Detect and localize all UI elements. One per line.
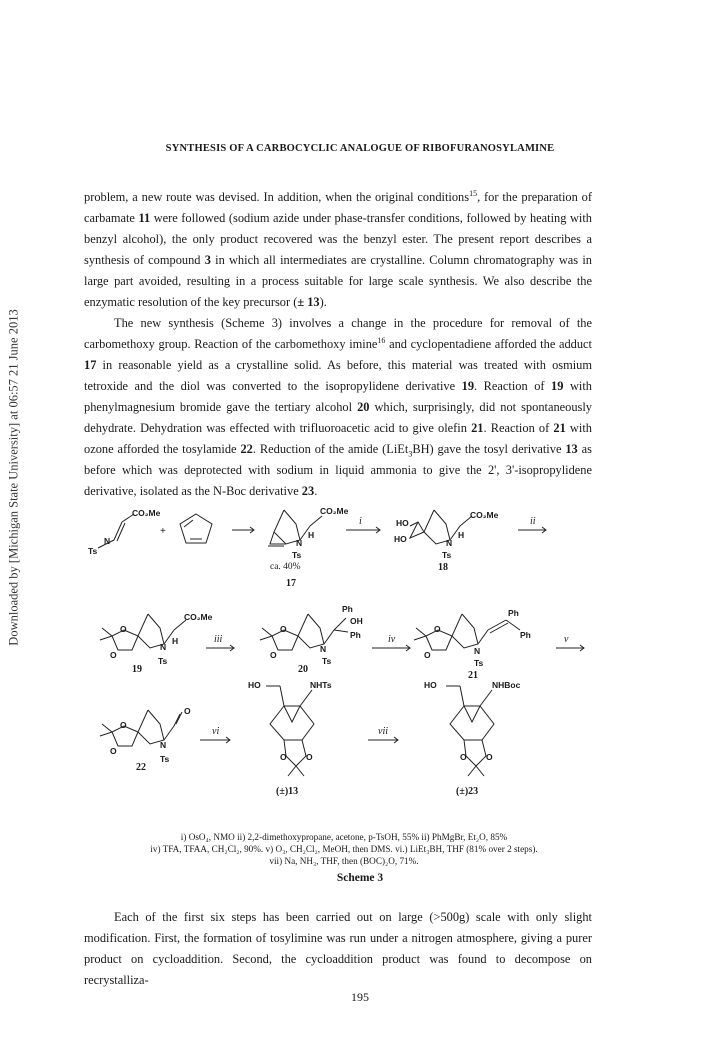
- label-co2me-imine: CO₂Me: [132, 508, 161, 518]
- step-label-iv: iv: [388, 634, 396, 645]
- compound-number-17: 17: [286, 578, 296, 589]
- label-ts-21: Ts: [474, 658, 484, 668]
- label-ph2-20: Ph: [350, 630, 361, 640]
- label-ho-13: HO: [248, 680, 261, 690]
- running-head: SYNTHESIS OF A CARBOCYCLIC ANALOGUE OF RIBOFURANOSYLAMINE: [165, 143, 555, 154]
- compound-13-structure: [266, 686, 314, 776]
- compound-number-18: 18: [438, 562, 448, 573]
- label-ph1-21: Ph: [508, 608, 519, 618]
- label-o2-20: O: [270, 650, 277, 660]
- label-n-19: N: [160, 642, 167, 652]
- download-watermark: Downloaded by [Michigan State University] at 06:57 21 June 2013: [6, 309, 21, 646]
- label-h-17: H: [308, 530, 315, 540]
- label-n-18: N: [446, 538, 453, 548]
- cyclopentadiene-structure: [180, 514, 212, 543]
- yield-17: ca. 40%: [270, 562, 301, 572]
- step-label-ii: ii: [530, 516, 536, 527]
- step-label-i: i: [359, 516, 362, 527]
- step-label-iii: iii: [214, 634, 223, 645]
- label-o1-22: O: [120, 720, 127, 730]
- label-ts-17: Ts: [292, 550, 302, 560]
- label-co2me-18: CO₂Me: [470, 510, 499, 520]
- label-o1-23: O: [460, 752, 467, 762]
- label-o2-13: O: [306, 752, 313, 762]
- label-o2-23: O: [486, 752, 493, 762]
- label-h-19: H: [172, 636, 179, 646]
- label-h-18: H: [458, 530, 465, 540]
- step-label-v: v: [564, 634, 569, 645]
- reaction-scheme: [84, 500, 604, 810]
- step-label-vi: vi: [212, 726, 220, 737]
- compound-number-19: 19: [132, 664, 142, 675]
- label-ph1-20: Ph: [342, 604, 353, 614]
- label-o2-22: O: [110, 746, 117, 756]
- label-ts-19: Ts: [158, 656, 168, 666]
- compound-number-23: (±)23: [456, 786, 479, 797]
- label-co2me-17: CO₂Me: [320, 506, 349, 516]
- label-ts-20: Ts: [322, 656, 332, 666]
- label-plus: +: [160, 526, 166, 537]
- compound-22-structure: [100, 710, 182, 746]
- label-n-20: N: [320, 644, 327, 654]
- scheme-title: Scheme 3: [336, 872, 384, 884]
- label-ts-22: Ts: [160, 754, 170, 764]
- scheme-conditions-line-2: iv) TFA, TFAA, CH₂Cl₂, 90%. v) O₃, CH₂Cl₂, MeOH, then DMS. vi.) LiEt₃BH, THF (81% over 2 steps).: [150, 844, 538, 854]
- compound-number-20: 20: [298, 664, 308, 675]
- label-n-17: N: [296, 538, 303, 548]
- compound-number-21: 21: [468, 670, 478, 681]
- page-number: 195: [351, 990, 369, 1004]
- label-ph2-21: Ph: [520, 630, 531, 640]
- label-o2-21: O: [424, 650, 431, 660]
- label-ho2-18: HO: [394, 534, 407, 544]
- label-o-ketone-22: O: [184, 706, 191, 716]
- label-o2-19: O: [110, 650, 117, 660]
- label-oh-20: OH: [350, 616, 363, 626]
- paragraph-1: problem, a new route was devised. In addition, when the original conditions$^{15}$, for the preparation of carbamate 11 were followed (sodium azide under phase-transfer conditions, followed by heating with benzyl alcohol), the only product recovered was the benzyl ester. The present report describes a synthesis of compound 3 in which all intermediates are crystalline. Column chromatography was in large part avoided, resulting in a process suitable for large scale synthesis. We also describe the enzymatic resolution of the key precursor (± 13).: [84, 188, 593, 309]
- label-o1-21: O: [434, 624, 441, 634]
- compound-17-structure: [268, 510, 322, 546]
- label-ts-imine: Ts: [88, 546, 98, 556]
- paragraph-3: Each of the first six steps has been carried out on large (>500g) scale with only slight modification. First, the formation of tosylimine was run under a nitrogen atmosphere, giving a purer product on cycloaddition. Second, the cycloaddition product was found to decompose on recrystalliza-: [84, 910, 592, 987]
- scheme-conditions-line-3: vii) Na, NH₃, THF, then (BOC)₂O, 71%.: [269, 856, 419, 866]
- compound-21-structure: [414, 614, 520, 650]
- compound-number-22: 22: [136, 762, 146, 773]
- paragraph-2: The new synthesis (Scheme 3) involves a change in the procedure for removal of the carbomethoxy group. Reaction of the carbomethoxy imine$^{16}$ and cyclopentadiene afforded the adduct 17 in reasonable yield as a crystalline solid. As before, this material was treated with osmium tetroxide and the diol was converted to the isopropylidene derivative 19. Reaction of 19 with phenylmagnesium bromide gave the tertiary alcohol 20 which, surprisingly, did not spontaneously dehydrate. Dehydration was effected with trifluoroacetic acid to give olefin 21. Reaction of 21 with ozone afforded the tosylamide 22. Reduction of the amide (LiEt$_3$BH) gave the tosyl derivative 13 as before which was deprotected with sodium in liquid ammonia to give the 2', 3'-isopropylidene derivative, isolated as the N-Boc derivative 23.: [84, 316, 593, 498]
- label-o1-19: O: [120, 624, 127, 634]
- compound-20-structure: [260, 614, 348, 650]
- label-ho1-18: HO: [396, 518, 409, 528]
- label-nhts-13: NHTs: [310, 680, 332, 690]
- scheme-conditions-line-1: i) OsO₄, NMO ii) 2,2-dimethoxypropane, acetone, p-TsOH, 55% ii) PhMgBr, Et₂O, 85%: [180, 832, 508, 842]
- label-n-21: N: [474, 646, 481, 656]
- label-co2me-19: CO₂Me: [184, 612, 213, 622]
- label-ts-18: Ts: [442, 550, 452, 560]
- label-o1-20: O: [280, 624, 287, 634]
- label-n-imine: N: [104, 536, 111, 546]
- label-ho-23: HO: [424, 680, 437, 690]
- label-n-22: N: [160, 740, 167, 750]
- label-o1-13: O: [280, 752, 287, 762]
- step-label-vii: vii: [378, 726, 388, 737]
- compound-number-13: (±)13: [276, 786, 299, 797]
- label-nhboc-23: NHBoc: [492, 680, 521, 690]
- compound-23-structure: [446, 686, 494, 776]
